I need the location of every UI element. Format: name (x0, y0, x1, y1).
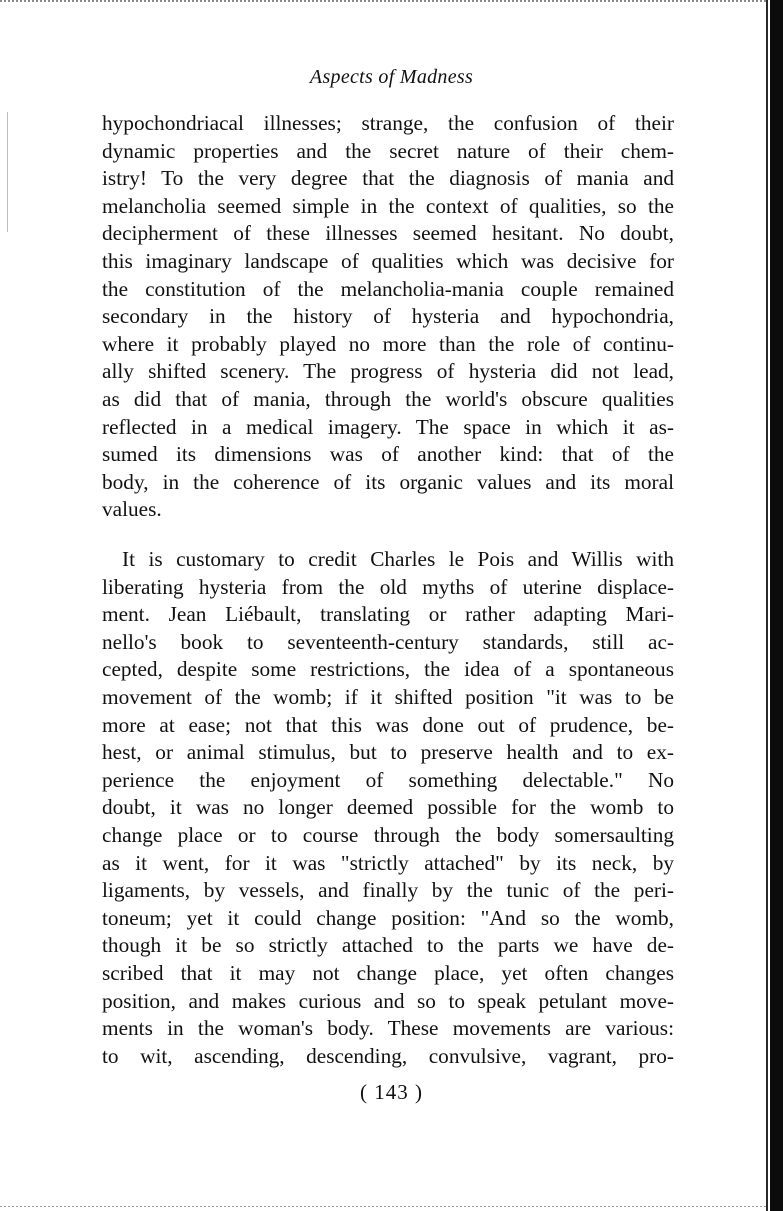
text-line: perience the enjoyment of something delectable." No (102, 767, 674, 792)
text-line: sumed its dimensions was of another kind: that of the (102, 442, 674, 467)
text-line: reflected in a medical imagery. The space in which it as- (102, 414, 674, 439)
text-line: ligaments, by vessels, and finally by the tunic of the peri- (102, 878, 674, 903)
text-line: as did that of mania, through the world's obscure qualities (102, 386, 674, 411)
text-line: secondary in the history of hysteria and hypochondria, (102, 304, 674, 329)
text-line: ment. Jean Liébault, translating or rather adapting Mari- (102, 602, 674, 627)
text-line: the constitution of the melancholia-mania couple remained (102, 276, 674, 301)
text-line: scribed that it may not change place, yet often changes (102, 960, 674, 985)
text-line: hypochondriacal illnesses; strange, the confusion of their (102, 111, 674, 135)
text-line: toneum; yet it could change position: "And so the womb, (102, 905, 674, 930)
text-line: this imaginary landscape of qualities which was decisive for (102, 248, 674, 273)
text-line: It is customary to credit Charles le Pois and Willis with (122, 547, 674, 571)
text-line: more at ease; not that this was done out of prudence, be- (102, 712, 674, 737)
text-line: hest, or animal stimulus, but to preserve health and to ex- (102, 740, 674, 765)
paragraph-1 (102, 110, 674, 524)
text-line: melancholia seemed simple in the context of qualities, so the (102, 193, 674, 218)
paragraph-2 (102, 546, 674, 1070)
text-line: decipherment of these illnesses seemed hesitant. No doubt, (102, 221, 674, 246)
text-line: though it be so strictly attached to the parts we have de- (102, 933, 674, 958)
text-line: liberating hysteria from the old myths of uterine displace- (102, 574, 674, 599)
text-line: istry! To the very degree that the diagnosis of mania and (102, 166, 674, 191)
text-line: where it probably played no more than the role of continu- (102, 331, 674, 356)
text-line: change place or to course through the body somersaulting (102, 822, 674, 847)
text-line: as it went, for it was "strictly attached" by its neck, by (102, 850, 674, 875)
text-line: dynamic properties and the secret nature of their chem- (102, 138, 674, 163)
scan-bottom-edge (0, 1206, 783, 1207)
page-number: ( 143 ) (360, 1080, 423, 1104)
text-line: cepted, despite some restrictions, the idea of a spontaneous (102, 657, 674, 682)
running-head: Aspects of Madness (309, 66, 474, 88)
scan-top-edge (0, 0, 783, 2)
scan-left-edge (7, 112, 8, 232)
text-line: values. (102, 497, 162, 522)
text-line: doubt, it was no longer deemed possible for the womb to (102, 795, 674, 820)
text-line: position, and makes curious and so to speak petulant move- (102, 988, 674, 1013)
text-line: ments in the woman's body. These movements are various: (102, 1016, 674, 1041)
text-line: nello's book to seventeenth-century standards, still ac- (102, 629, 674, 654)
text-line: to wit, ascending, descending, convulsive, vagrant, pro- (102, 1043, 674, 1068)
text-line: movement of the womb; if it shifted position "it was to be (102, 684, 674, 709)
scan-right-border (770, 0, 783, 1211)
text-line: body, in the coherence of its organic values and its moral (102, 469, 674, 494)
text-line: ally shifted scenery. The progress of hysteria did not lead, (102, 359, 674, 384)
